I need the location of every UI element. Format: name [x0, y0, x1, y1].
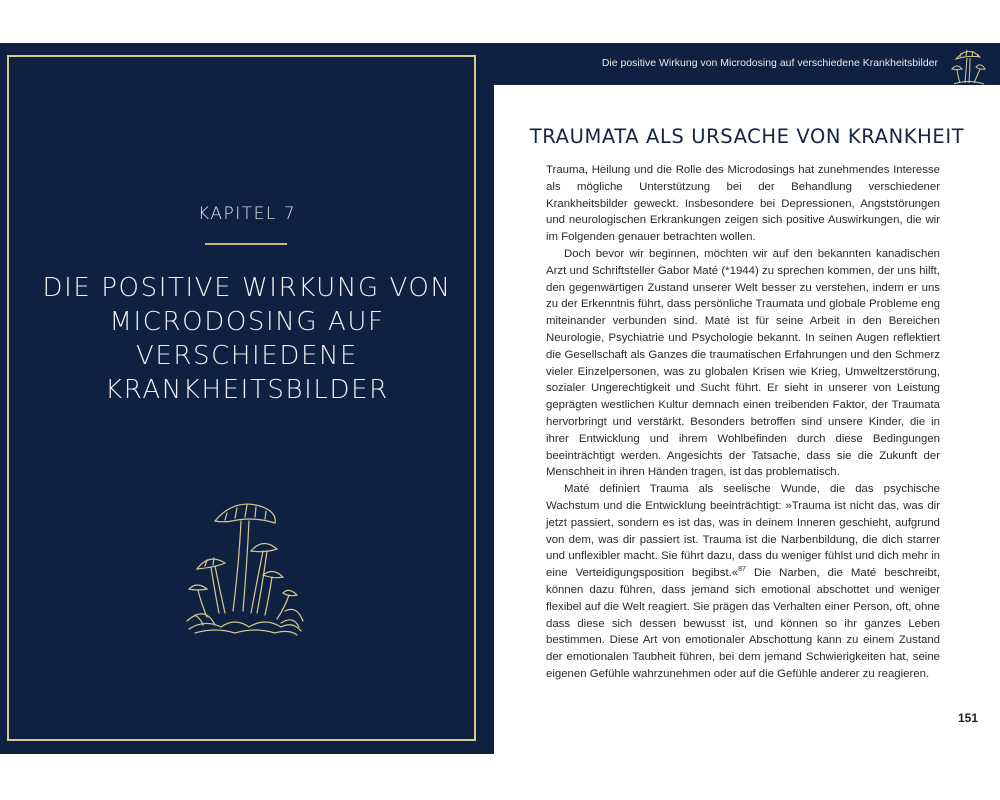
paragraph-3-continued: Die Narben, die Maté beschreibt, können dazu führen, dass jemand sich emotional abschottet und weniger flexibel auf die Welt reagiert. Sie prägen das Verhalten einer Person, oft, ohne dass diese sich dessen bewusst ist, und können so ihr ganzes Leben bestimmen. Diese Art von emotionaler Abschottung kann zu einem Zustand der emotionalen Taubheit führen, bei dem jemand Schwierigkeiten hat, seine eigenen Gefühle wahrzunehmen oder auf die Gefühle anderer zu reagieren.: [546, 567, 940, 680]
right-page-text: [494, 43, 1000, 754]
chapter-title: DIE POSITIVE WIRKUNG VON MICRODOSING AUF VERSCHIEDENE KRANKHEITSBILDER: [42, 273, 452, 405]
running-head-title: Die positive Wirkung von Microdosing auf verschiedene Krankheitsbilder: [601, 57, 938, 69]
paragraph-1: Trauma, Heilung und die Rolle des Microdosings hat zunehmendes Interesse als mögliche Unterstützung bei der Behandlung verschiedener Krankheitsbilder geweckt. Insbesondere bei Depressionen, Angststörungen und neurologischen Erkrankungen zeigen sich positive Auswirkungen, die wir im Folgenden genauer betrachten wollen.: [546, 164, 940, 244]
footnote-ref: 87: [738, 566, 746, 574]
paragraph-2: Doch bevor wir beginnen, möchten wir auf den bekannten kanadischen Arzt und Schriftsteller Gabor Maté (*1944) zu sprechen kommen, der uns hilft, den gegenwärtigen Zustand unserer Welt besser zu verstehen, indem er uns zu der Erkenntnis führt, dass persönliche Traumata und globale Probleme eng miteinander verbunden sind. Maté ist für seine Arbeit in den Bereichen Neurologie, Psychiatrie und Psychologie bekannt. In seinen Augen reflektiert die Gesellschaft als Ganzes die traumatischen Erfahrungen und den Schmerz vieler Einzelpersonen, was zu globalen Krisen wie Krieg, Umweltzerstörung, sozialer Ungerechtigkeit und Sucht führt. Er sieht in unserer von Leistung geprägten westlichen Kultur demnach einen treibenden Faktor, der Traumata hervorbringt und verstärkt. Besonders betroffen sind unsere Kinder, die in ihrer Entwicklung und ihrem Wohlbefinden durch diese Bedingungen beeinträchtigt werden. Angesichts der Tatsache, dass sie die Zukunft der Menschheit in ihren Händen tragen, ist das problematisch.: [546, 247, 940, 479]
mushroom-icon: [950, 45, 986, 85]
chapter-divider: [205, 243, 287, 245]
body-text: [546, 162, 940, 683]
left-page-chapter-opener: [0, 43, 494, 754]
page-number: 151: [957, 711, 978, 725]
mushroom-cluster-icon: [185, 493, 305, 638]
chapter-label: KAPITEL 7: [197, 204, 297, 224]
paragraph-3-text: Maté definiert Trauma als seelische Wunde, die das psychische Wachstum und die Entwicklung beeinträchtigt: »Trauma ist nicht das, was dir jetzt passiert, sondern es ist das, was in deinem Inneren geschieht, aufgrund von dem, was dir passiert ist. Trauma ist die Narbenbildung, die dich starrer und unflexibler macht. Sie führt dazu, dass du weniger fühlst und dich mehr in eine Verteidigungsposition begibst.«: [546, 483, 940, 580]
section-title: TRAUMATA ALS URSACHE VON KRANKHEIT: [529, 125, 965, 148]
running-header-band: [494, 43, 1000, 85]
book-spread: [0, 43, 1000, 754]
paragraph-3: [546, 481, 940, 683]
